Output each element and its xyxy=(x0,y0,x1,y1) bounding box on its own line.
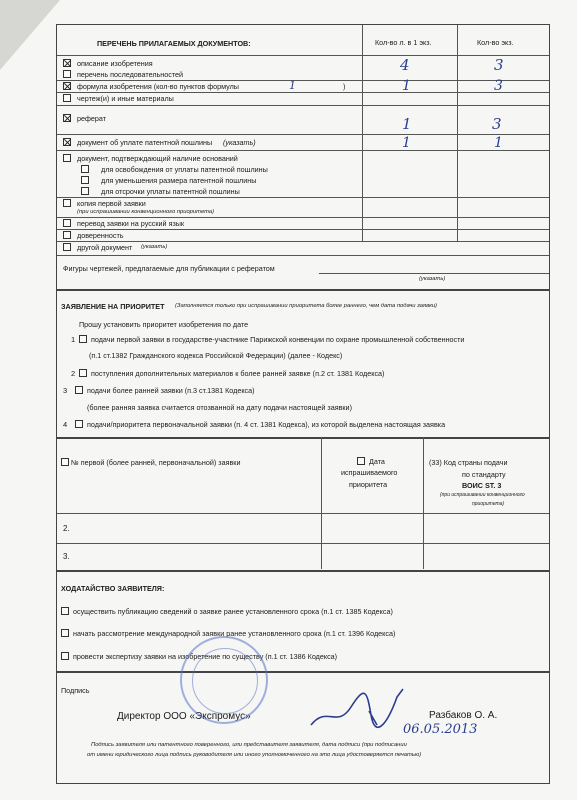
earlier-col2-line2: испрашиваемого xyxy=(341,468,398,477)
earlier-col3-line2: по стандарту xyxy=(462,470,506,479)
handwritten-sheets: 1 xyxy=(402,78,411,94)
handwritten-copies: 3 xyxy=(492,115,502,133)
checkbox-fee-exemption[interactable] xyxy=(81,165,89,173)
priority-title: ЗАЯВЛЕНИЕ НА ПРИОРИТЕТ xyxy=(61,302,165,311)
col-copies-header: Кол-во экз. xyxy=(477,38,514,47)
option-number: 1 xyxy=(71,335,76,344)
doc-item-paren: ) xyxy=(343,82,346,91)
petition-item: начать рассмотрение международной заявки ранее установленного срока (п.1 ст. 1396 Кодекса) xyxy=(73,629,396,638)
earlier-row-2: 2. xyxy=(63,524,70,533)
director-title: Директор ООО «Экспромус» xyxy=(117,711,251,722)
checkbox-grounds-document[interactable] xyxy=(63,154,71,162)
checkbox-first-app-number[interactable] xyxy=(61,458,69,466)
checkbox-fee-deferral[interactable] xyxy=(81,187,89,195)
doc-item-note: (при испрашивании конвенционного приоритета) xyxy=(77,209,215,215)
earlier-row-3: 3. xyxy=(63,552,70,561)
doc-item-label: копия первой заявки xyxy=(77,199,146,208)
doc-item-label: формула изобретения (кол-во пунктов формулы xyxy=(77,82,239,91)
doc-item-label: для отсрочки уплаты патентной пошлины xyxy=(101,187,240,196)
figures-label: Фигуры чертежей, предлагаемые для публикации с рефератом xyxy=(63,264,275,273)
doc-item-label: документ, подтверждающий наличие оснований xyxy=(77,154,238,163)
option-number: 3 xyxy=(63,386,68,395)
petition-item: осуществить публикацию сведений о заявке ранее установленного срока (п.1 ст. 1385 Кодекса) xyxy=(73,607,393,616)
checkbox-priority-3[interactable] xyxy=(75,386,83,394)
handwritten-date: 06.05.2013 xyxy=(403,722,478,737)
doc-item-label: перечень последовательностей xyxy=(77,70,184,79)
handwritten-copies: 3 xyxy=(494,56,504,74)
priority-option-text: подачи более ранней заявки (п.3 ст.1381 Кодекса) xyxy=(87,386,255,395)
application-form xyxy=(56,24,550,784)
checkbox-description[interactable] xyxy=(63,59,71,67)
figures-hint: (указать) xyxy=(419,276,446,282)
earlier-col3-note1: (при испрашивании конвенционного xyxy=(440,492,525,498)
handwritten-claims-count: 1 xyxy=(289,79,296,92)
checkbox-drawings[interactable] xyxy=(63,94,71,102)
checkbox-other-document[interactable] xyxy=(63,243,71,251)
checkbox-first-application-copy[interactable] xyxy=(63,199,71,207)
earlier-col2-line1: Дата xyxy=(369,457,385,466)
signature-label: Подпись xyxy=(61,686,90,695)
handwritten-copies: 3 xyxy=(494,78,503,94)
doc-item-hint: (указать) xyxy=(223,138,256,147)
checkbox-sequence-list[interactable] xyxy=(63,70,71,78)
earlier-col3-line1: (33) Код страны подачи xyxy=(429,458,508,467)
signature-footer-2: от имени юридического лица подпись руководителя или иного уполномоченного на это лица удостоверяется печатью) xyxy=(87,752,422,758)
priority-option-text-2: (более ранняя заявка считается отозванной на дату подачи настоящей заявки) xyxy=(87,403,352,412)
checkbox-priority-2[interactable] xyxy=(79,369,87,377)
checkbox-translation[interactable] xyxy=(63,219,71,227)
petition-title: ХОДАТАЙСТВО ЗАЯВИТЕЛЯ: xyxy=(61,584,165,593)
checkbox-priority-1[interactable] xyxy=(79,335,87,343)
signature-footer-1: Подпись заявителя или патентного поверенного, или представителя заявителя, дата подписи (при подписании xyxy=(91,742,407,748)
handwritten-sheets: 1 xyxy=(402,115,412,133)
doc-item-label: чертеж(и) и иные материалы xyxy=(77,94,174,103)
earlier-col3-line3: ВОИС ST. 3 xyxy=(462,481,502,490)
doc-item-label: реферат xyxy=(77,114,107,123)
checkbox-fee-document[interactable] xyxy=(63,138,71,146)
checkbox-substantive-examination[interactable] xyxy=(61,652,69,660)
handwritten-sheets: 1 xyxy=(402,135,411,151)
option-number: 2 xyxy=(71,369,76,378)
priority-option-text: подачи первой заявки в государстве-участнике Парижской конвенции по охране промышленной собственности xyxy=(91,335,465,344)
company-seal-stamp xyxy=(180,636,268,724)
checkbox-fee-reduction[interactable] xyxy=(81,176,89,184)
petition-item: провести экспертизу заявки на изобретение по существу (п.1 ст. 1386 Кодекса) xyxy=(73,652,338,661)
handwritten-sheets: 4 xyxy=(400,56,410,74)
priority-option-text: поступления дополнительных материалов к более ранней заявке (п.2 ст. 1381 Кодекса) xyxy=(91,369,385,378)
checkbox-priority-4[interactable] xyxy=(75,420,83,428)
handwritten-copies: 1 xyxy=(494,135,503,151)
checkbox-abstract[interactable] xyxy=(63,114,71,122)
option-number: 4 xyxy=(63,420,68,429)
signer-name: Разбаков О. А. xyxy=(429,710,498,721)
doc-item-label: перевод заявки на русский язык xyxy=(77,219,185,228)
checkbox-early-international[interactable] xyxy=(61,629,69,637)
checkbox-priority-date[interactable] xyxy=(357,457,365,465)
earlier-col2-line3: приоритета xyxy=(349,480,388,489)
page-fold xyxy=(0,0,60,70)
doc-item-label: для уменьшения размера патентной пошлины xyxy=(101,176,257,185)
doc-item-label: для освобождения от уплаты патентной пошлины xyxy=(101,165,268,174)
earlier-col1: № первой (более ранней, первоначальной) заявки xyxy=(71,458,241,467)
col-sheets-header: Кол-во л. в 1 экз. xyxy=(375,38,432,47)
doc-item-label: описание изобретения xyxy=(77,59,153,68)
checkbox-early-publication[interactable] xyxy=(61,607,69,615)
documents-title: ПЕРЕЧЕНЬ ПРИЛАГАЕМЫХ ДОКУМЕНТОВ: xyxy=(97,39,251,48)
doc-item-hint: (указать) xyxy=(141,244,168,250)
doc-item-label: доверенность xyxy=(77,231,124,240)
priority-request: Прошу установить приоритет изобретения по дате xyxy=(79,320,249,329)
priority-option-text: подачи/приоритета первоначальной заявки (п. 4 ст. 1381 Кодекса), из которой выделена настоящая заявка xyxy=(87,420,446,429)
checkbox-power-of-attorney[interactable] xyxy=(63,231,71,239)
figures-input-line[interactable] xyxy=(319,273,549,274)
priority-note: (Заполняется только при испрашивании приоритета более раннего, чем дата подачи заявки) xyxy=(175,303,437,309)
signature-scribble xyxy=(307,685,417,733)
priority-option-text-2: (п.1 ст.1382 Гражданского кодекса Российской Федерации) (далее - Кодекс) xyxy=(89,351,343,360)
checkbox-claims[interactable] xyxy=(63,82,71,90)
doc-item-label: другой документ xyxy=(77,243,133,252)
doc-item-label: документ об уплате патентной пошлины xyxy=(77,138,213,147)
earlier-col3-note2: приоритета) xyxy=(472,501,505,507)
